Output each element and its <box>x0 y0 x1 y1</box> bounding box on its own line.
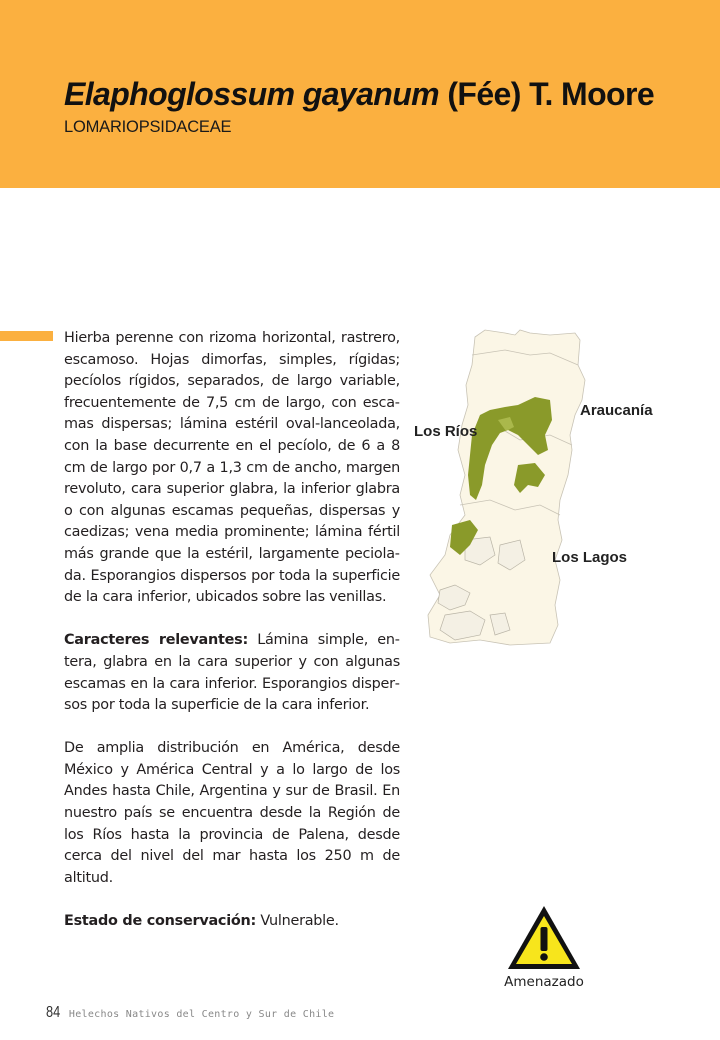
book-title: Helechos Nativos del Centro y Sur de Chile <box>68 1009 335 1020</box>
relevant-characters-paragraph <box>64 630 400 716</box>
species-title <box>64 74 654 114</box>
relevant-characters-label: Caracteres relevantes: <box>64 632 248 649</box>
description-paragraph: Hierba perenne con rizoma horizontal, rastrero, escamoso. Hojas dimorfas, simples, rígidas; pecíolos rígidos, separados, de largo variable, frecuentemente de 7,5 cm de largo, con escamas dispersas; lámina estéril oval-lanceolada, con la base decurrente en el pecíolo, de 6 a 8 cm de largo por 0,7 a 1,3 cm de ancho, margen revoluto, cara superior glabra, la inferior glabra o con algunas escamas pequeñas, dispersas y caedizas; vena media prominente; lámina fértil más grande que la estéril, largamente peciolada. Esporangios dispersos por toda la superficie de la cara inferior, ubicados sobre las venillas. <box>64 330 400 606</box>
map-label-los-lagos: Los Lagos <box>552 549 628 566</box>
relevant-characters-text: Lámina simple, entera, glabra en la cara superior y con algunas escamas en la cara inferior. Esporangios dispersos por toda la superficie de la cara inferior. <box>64 632 400 714</box>
status-label: Amenazado <box>504 974 584 990</box>
distribution-paragraph: De amplia distribución en América, desde México y América Central y a lo largo de los Andes hasta Chile, Argentina y sur de Brasil. En nuestro país se encuentra desde la Región de los Ríos hasta la provincia de Palena, desde cerca del nivel del mar hasta los 250 m de altitud. <box>64 740 400 886</box>
conservation-value: Vulnerable. <box>256 913 339 930</box>
page-number: 84 <box>46 1004 61 1021</box>
family-name: LOMARIOPSIDACEAE <box>64 118 232 136</box>
page-footer <box>46 1002 334 1022</box>
species-name: Elaphoglossum gayanum <box>64 76 440 112</box>
conservation-paragraph <box>64 911 400 933</box>
map-graphic <box>410 325 670 650</box>
map-label-los-rios: Los Ríos <box>414 423 478 440</box>
distribution-map <box>410 325 670 650</box>
section-marker <box>0 331 53 341</box>
species-text <box>64 328 400 954</box>
species-authority: (Fée) T. Moore <box>439 76 655 112</box>
warning-triangle-icon <box>505 903 583 973</box>
map-label-araucania: Araucanía <box>580 402 653 419</box>
conservation-label: Estado de conservación: <box>64 913 257 930</box>
header-band <box>0 0 720 188</box>
